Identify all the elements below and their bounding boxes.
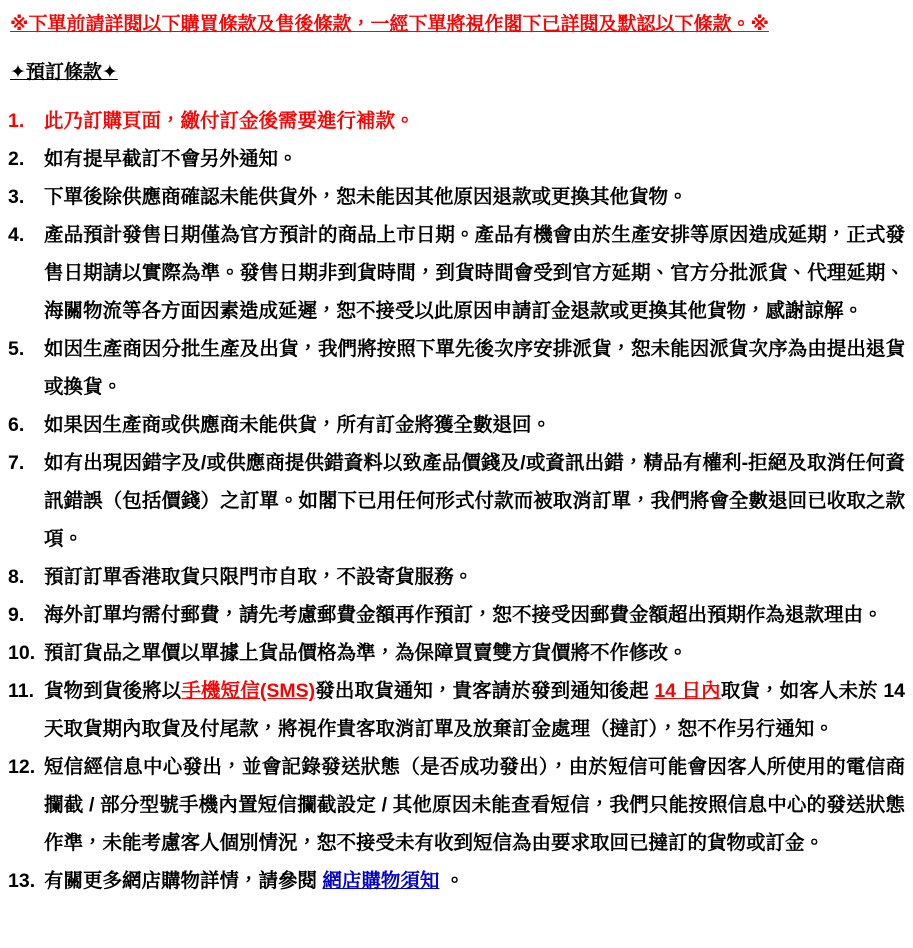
term-item-4 xyxy=(8,216,905,330)
term-text xyxy=(44,330,905,406)
term-item-5 xyxy=(8,330,905,406)
term-number: 13. xyxy=(8,870,36,892)
term-text xyxy=(44,672,905,748)
term-text xyxy=(44,444,905,558)
terms-list xyxy=(8,102,905,900)
term-segment: 如因生產商因分批生產及出貨，我們將按照下單先後次序安排派貨，恕未能因派貨次序為由提出退貨或換貨。 xyxy=(44,338,905,398)
term-segment: 如有出現因錯字及/或供應商提供錯資料以致產品價錢及/或資訊出錯，精品有權利-拒絕及取消任何資訊錯誤（包括價錢）之訂單。如閣下已用任何形式付款而被取消訂單，我們將會全數退回已收取之款項。 xyxy=(44,452,905,550)
term-number: 7. xyxy=(8,452,25,474)
term-item-13 xyxy=(8,862,905,900)
term-segment: 此乃訂購頁面，繳付訂金後需要進行補款。 xyxy=(44,110,415,132)
term-segment: 有關更多網店購物詳情，請參閱 xyxy=(44,870,323,892)
term-segment: 取貨，如客人未於 14 天取貨期內取貨及付尾款，將視作貴客取消訂單及放棄訂金處理（撻訂），恕不作另行通知。 xyxy=(44,680,906,740)
term-text xyxy=(44,406,905,444)
term-item-3 xyxy=(8,178,905,216)
term-segment: 海外訂單均需付郵費，請先考慮郵費金額再作預訂，恕不接受因郵費金額超出預期作為退款理由。 xyxy=(44,604,883,626)
term-number: 12. xyxy=(8,756,36,778)
term-text xyxy=(44,102,905,140)
term-number: 11. xyxy=(8,680,35,702)
term-number: 1. xyxy=(8,110,25,132)
term-segment: 產品預計發售日期僅為官方預計的商品上市日期。產品有機會由於生產安排等原因造成延期，正式發售日期請以實際為準。發售日期非到貨時間，到貨時間會受到官方延期、官方分批派貨、代理延期、海關物流等各方面因素造成延遲，恕不接受以此原因申請訂金退款或更換其他貨物，感謝諒解。 xyxy=(44,224,905,322)
term-item-9 xyxy=(8,596,905,634)
term-text xyxy=(44,140,905,178)
term-item-12 xyxy=(8,748,905,862)
term-text xyxy=(44,558,905,596)
term-segment: 短信經信息中心發出，並會記錄發送狀態（是否成功發出），由於短信可能會因客人所使用的電信商攔截 / 部分型號手機內置短信攔截設定 / 其他原因未能查看短信，我們只能按照信息中心的發送狀態作準，未能考慮客人個別情況，恕不接受未有收到短信為由要求取回已撻訂的貨物或訂金。 xyxy=(44,756,905,854)
term-segment: 預訂貨品之單價以單據上貨品價格為準，為保障買賣雙方貨價將不作修改。 xyxy=(44,642,688,664)
term-number: 9. xyxy=(8,604,25,626)
term-item-10 xyxy=(8,634,905,672)
term-number: 3. xyxy=(8,186,25,208)
term-segment: 發出取貨通知，貴客請於發到通知後起 xyxy=(315,680,655,702)
term-text xyxy=(44,748,905,862)
highlighted-text: 手機短信(SMS) xyxy=(181,680,316,702)
term-text xyxy=(44,596,905,634)
term-item-11 xyxy=(8,672,905,748)
term-segment: 如有提早截訂不會另外通知。 xyxy=(44,148,298,170)
term-number: 10. xyxy=(8,642,36,664)
section-title-preorder-terms: ✦預訂條款✦ xyxy=(10,62,118,83)
term-item-1 xyxy=(8,102,905,140)
term-number: 5. xyxy=(8,338,25,360)
term-segment: 。 xyxy=(439,870,465,892)
term-text xyxy=(44,216,905,330)
term-number: 4. xyxy=(8,224,25,246)
term-item-8 xyxy=(8,558,905,596)
term-number: 8. xyxy=(8,566,25,588)
term-text xyxy=(44,634,905,672)
term-item-2 xyxy=(8,140,905,178)
term-item-6 xyxy=(8,406,905,444)
purchase-notice-title: ※下單前請詳閱以下購買條款及售後條款，一經下單將視作閣下已詳閱及默認以下條款。※ xyxy=(10,14,769,35)
term-number: 2. xyxy=(8,148,25,170)
term-text xyxy=(44,862,905,900)
shop-guide-link[interactable]: 網店購物須知 xyxy=(322,870,440,892)
term-text xyxy=(44,178,905,216)
term-segment: 貨物到貨後將以 xyxy=(44,680,182,702)
term-item-7 xyxy=(8,444,905,558)
highlighted-text: 14 日內 xyxy=(654,680,721,702)
term-segment: 下單後除供應商確認未能供貨外，恕未能因其他原因退款或更換其他貨物。 xyxy=(44,186,688,208)
term-segment: 如果因生產商或供應商未能供貨，所有訂金將獲全數退回。 xyxy=(44,414,552,436)
term-number: 6. xyxy=(8,414,25,436)
term-segment: 預訂訂單香港取貨只限門市自取，不設寄貨服務。 xyxy=(44,566,474,588)
